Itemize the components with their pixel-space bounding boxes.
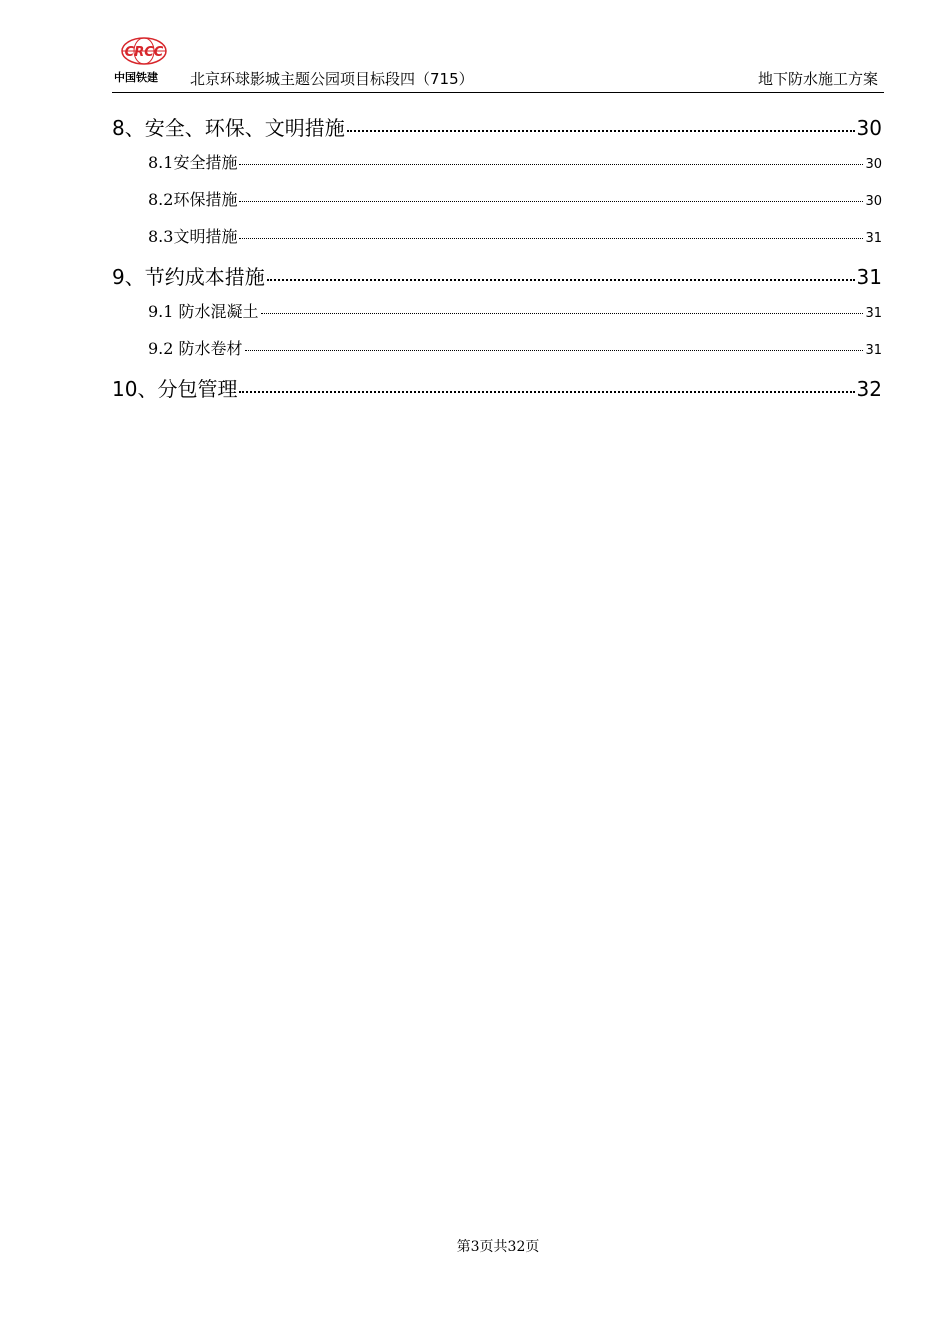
toc-entry[interactable] xyxy=(112,187,882,224)
document-title: 地下防水施工方案 xyxy=(757,70,878,88)
toc-entry[interactable] xyxy=(112,336,882,373)
page-footer xyxy=(0,1236,950,1256)
toc-entry-label: 9、节约成本措施 xyxy=(112,265,265,289)
crcc-logo xyxy=(112,36,174,90)
toc-entry-page: 31 xyxy=(865,343,882,358)
toc-entry[interactable] xyxy=(112,112,882,150)
toc-entry[interactable] xyxy=(112,224,882,261)
toc-entry-page: 31 xyxy=(865,231,882,246)
dot-leader xyxy=(239,164,863,165)
toc-entry[interactable] xyxy=(112,261,882,299)
page-header xyxy=(112,36,884,93)
toc-entry-label: 8、安全、环保、文明措施 xyxy=(112,116,345,140)
toc-entry-page: 31 xyxy=(856,265,882,289)
toc-entry-page: 30 xyxy=(856,116,882,140)
crcc-logo-icon xyxy=(120,36,168,68)
dot-leader xyxy=(261,313,864,314)
dot-leader xyxy=(267,279,855,281)
logo-text: 中国铁建 xyxy=(114,71,158,84)
dot-leader xyxy=(245,350,864,351)
page-number: 第3页共32页 xyxy=(456,1239,540,1255)
toc-entry-label: 8.1安全措施 xyxy=(148,153,238,172)
dot-leader xyxy=(239,391,854,393)
toc-entry-label: 9.2 防水卷材 xyxy=(148,339,243,358)
toc-entry-page: 31 xyxy=(865,306,882,321)
toc-entry[interactable] xyxy=(112,299,882,336)
toc-entry-label: 10、分包管理 xyxy=(112,377,238,401)
project-name: 北京环球影城主题公园项目标段四（715） xyxy=(190,70,474,88)
table-of-contents xyxy=(112,112,882,411)
logo-mark: CRCC xyxy=(124,45,164,60)
dot-leader xyxy=(239,238,863,239)
toc-entry[interactable] xyxy=(112,150,882,187)
toc-entry-page: 30 xyxy=(865,157,882,172)
dot-leader xyxy=(239,201,863,202)
dot-leader xyxy=(347,130,855,132)
toc-entry[interactable] xyxy=(112,373,882,411)
toc-entry-label: 8.2环保措施 xyxy=(148,190,238,209)
toc-entry-label: 9.1 防水混凝土 xyxy=(148,302,259,321)
toc-entry-label: 8.3文明措施 xyxy=(148,227,238,246)
toc-entry-page: 30 xyxy=(865,194,882,209)
toc-entry-page: 32 xyxy=(856,377,882,401)
